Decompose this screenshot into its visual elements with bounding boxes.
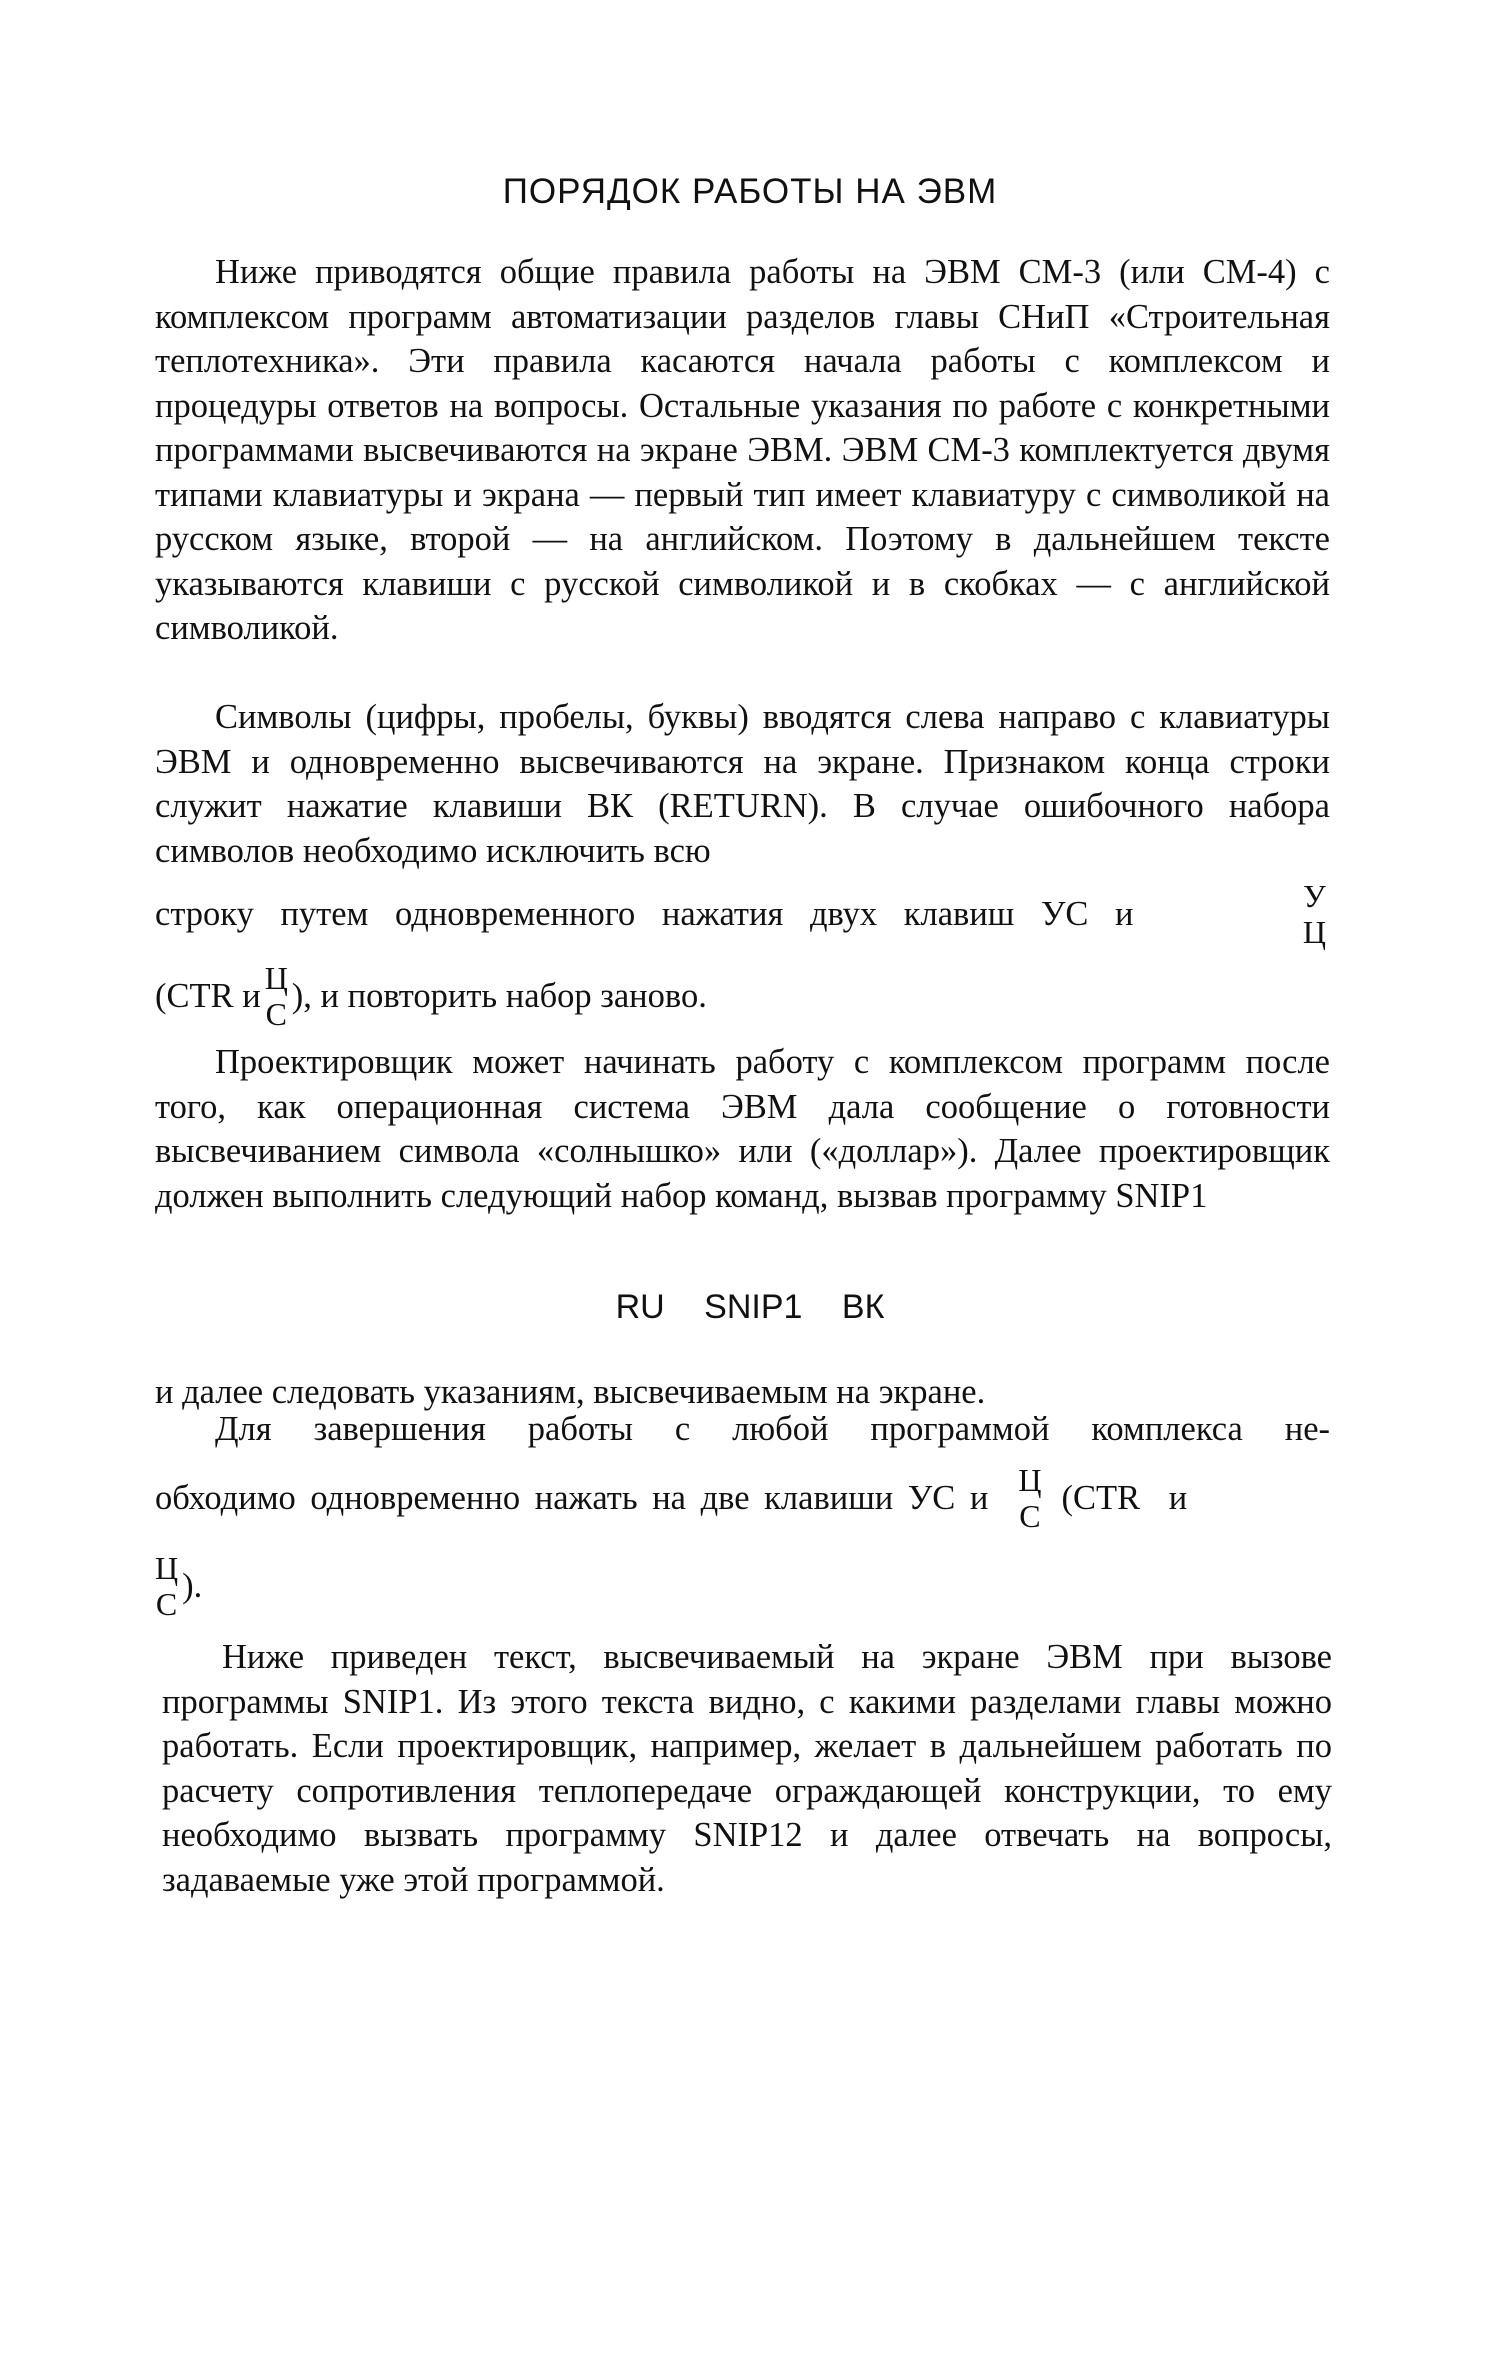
fraction-top: Ц bbox=[1018, 1462, 1042, 1498]
fraction-top: Ц bbox=[155, 1550, 179, 1586]
paragraph-symbols: Символы (цифры, пробелы, буквы) вводятся слева направо с клавиатуры ЭВМ и одновременно высвечиваются на экране. Признаком конца строки служит нажатие клавиши ВК (RETURN). В случае ошибочного набора символов необходимо исключить всю bbox=[155, 698, 1330, 870]
paragraph-screen-text: Ниже приведен текст, высвечиваемый на экране ЭВМ при вызове программы SNIP1. Из этого текста видно, с какими разделами главы можно работать. Если проектировщик, например, желает в дальнейшем работать по расчету сопротивления теплопередаче ограждающей конструкции, то ему необходимо вызвать программу SNIP12 и далее отвечать на вопросы, задаваемые уже этой программой. bbox=[162, 1638, 1332, 1899]
paragraph-start: Проектировщик может начинать работу с комплексом программ после того, как операционная система ЭВМ дала сообщение о готовности высвечиванием символа «солнышко» или («доллар»). Далее проектировщик должен выполнить следующий набор команд, вызвав программу SNIP1 bbox=[155, 1043, 1330, 1215]
paragraph-symbols-line5 bbox=[155, 878, 1330, 950]
fraction-c-s bbox=[155, 1550, 178, 1622]
line6-start: (CTR и bbox=[155, 976, 261, 1015]
line6-end: ), и повторить набор заново. bbox=[291, 976, 707, 1015]
fraction-c-s bbox=[1018, 1462, 1041, 1534]
exit-line2-start: обходимо одновременно нажать на две клавиши УС и bbox=[155, 1478, 989, 1517]
fraction-c-s bbox=[265, 960, 288, 1032]
fraction-bottom: Ц bbox=[1302, 914, 1326, 950]
fraction-bottom: С bbox=[265, 996, 287, 1032]
fraction-top: Ц bbox=[264, 960, 288, 996]
paragraph-exit-line1: Для завершения работы с любой программой комплекса не- bbox=[215, 1410, 1330, 1448]
paragraph-exit-line2 bbox=[155, 1462, 1330, 1534]
fraction-bottom: С bbox=[155, 1586, 178, 1622]
page-title: ПОРЯДОК РАБОТЫ НА ЭВМ bbox=[502, 172, 998, 211]
paragraph-exit-line3 bbox=[155, 1550, 1330, 1622]
command-line: RU SNIP1 ВК bbox=[615, 1288, 885, 1326]
paragraph-symbols-line6 bbox=[155, 960, 1330, 1032]
exit-line3-end: ). bbox=[182, 1566, 203, 1605]
line5-text: строку путем одновременного нажатия двух клавиш УС и bbox=[155, 894, 1134, 933]
paragraph-follow: и далее следовать указаниям, высвечиваемым на экране. bbox=[155, 1373, 986, 1411]
fraction-bottom: С bbox=[1019, 1498, 1041, 1534]
paragraph-intro: Ниже приводятся общие правила работы на ЭВМ СМ-3 (или СМ-4) с комплексом программ автоматизации разделов главы СНиП «Строительная теплотехника». Эти правила касаются начала работы с комплексом и процедуры ответов на вопросы. Остальные указания по работе с конкретными программами высвечиваются на экране ЭВМ. ЭВМ СМ-3 комплектуется двумя типами клавиатуры и экрана — первый тип имеет клавиатуру с символикой на русском языке, второй — на английском. Поэтому в дальнейшем тексте указываются клавиши с русской символикой и в скобках — с английской символикой. bbox=[155, 253, 1330, 647]
fraction-top: У bbox=[1303, 878, 1326, 914]
fraction-u-c bbox=[1303, 878, 1326, 950]
exit-line2-end: (CTR и bbox=[1061, 1478, 1188, 1517]
